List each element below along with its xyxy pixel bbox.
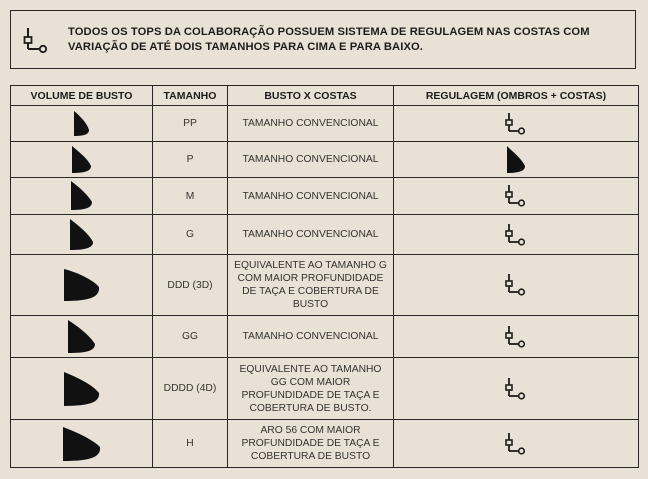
table-row — [11, 215, 639, 255]
desc-line: PROFUNDIDADE DE TAÇA E — [241, 438, 380, 449]
desc-cell — [228, 215, 394, 255]
notice-box — [10, 10, 636, 69]
desc-cell — [228, 142, 394, 178]
adjust-cell — [394, 178, 639, 215]
volume-cell — [11, 316, 153, 358]
adjuster-icon — [503, 324, 529, 350]
desc-line: TAMANHO CONVENCIONAL — [242, 331, 379, 342]
adjuster-icon — [503, 183, 529, 209]
adjust-cell — [394, 255, 639, 316]
desc-line: GG COM MAIOR — [270, 376, 351, 388]
bust-volume-icon — [65, 319, 99, 355]
notice-line-2: VARIAÇÃO DE ATÉ DOIS TAMANHOS PARA CIMA E PARA BAIXO. — [68, 40, 424, 53]
size-cell: P — [153, 142, 228, 178]
size-cell: H — [153, 420, 228, 468]
volume-cell — [11, 142, 153, 178]
desc-cell — [228, 420, 394, 468]
adjuster-icon — [503, 376, 529, 402]
size-cell: DDDD (4D) — [153, 358, 228, 420]
desc-cell — [228, 358, 394, 420]
header-adjustment: REGULAGEM (OMBROS + COSTAS) — [394, 86, 639, 106]
table-row — [11, 106, 639, 142]
desc-line: ARO 56 COM MAIOR — [260, 425, 361, 436]
header-volume: VOLUME DE BUSTO — [11, 86, 153, 106]
notice-line-1: TODOS OS TOPS DA COLABORAÇÃO POSSUEM SISTEMA DE REGULAGEM NAS COSTAS COM — [68, 25, 590, 38]
adjust-cell — [394, 106, 639, 142]
desc-line: DE TAÇA E COBERTURA DE — [242, 286, 379, 297]
notice-text — [68, 25, 590, 55]
desc-line: COBERTURA DE BUSTO. — [249, 402, 372, 414]
bust-volume-icon — [62, 267, 102, 303]
adjust-cell — [394, 215, 639, 255]
desc-line: COM MAIOR PROFUNDIDADE — [237, 273, 384, 284]
size-cell: M — [153, 178, 228, 215]
header-size: TAMANHO — [153, 86, 228, 106]
desc-line: EQUIVALENTE AO TAMANHO G — [234, 260, 387, 271]
adjuster-icon — [503, 272, 529, 298]
adjust-cell — [394, 316, 639, 358]
adjuster-icon — [22, 25, 52, 55]
volume-cell — [11, 178, 153, 215]
size-table — [10, 85, 639, 468]
table-header-row — [11, 86, 639, 106]
size-cell: GG — [153, 316, 228, 358]
desc-cell — [228, 316, 394, 358]
bust-volume-icon — [504, 145, 528, 175]
desc-line: EQUIVALENTE AO TAMANHO — [239, 363, 382, 375]
adjust-cell — [394, 358, 639, 420]
bust-volume-icon — [61, 425, 103, 463]
volume-cell — [11, 255, 153, 316]
volume-cell — [11, 358, 153, 420]
volume-cell — [11, 420, 153, 468]
desc-line: PROFUNDIDADE DE TAÇA E — [241, 389, 380, 401]
adjuster-icon — [503, 111, 529, 137]
desc-cell — [228, 255, 394, 316]
adjuster-icon — [503, 431, 529, 457]
header-bust-back: BUSTO X COSTAS — [228, 86, 394, 106]
table-row — [11, 255, 639, 316]
table-row — [11, 358, 639, 420]
table-row — [11, 178, 639, 215]
desc-line: BUSTO — [292, 299, 329, 310]
bust-volume-icon — [69, 145, 95, 175]
desc-cell — [228, 106, 394, 142]
volume-cell — [11, 215, 153, 255]
adjust-cell — [394, 420, 639, 468]
table-row — [11, 316, 639, 358]
adjust-cell — [394, 142, 639, 178]
bust-volume-icon — [62, 370, 102, 408]
size-cell: PP — [153, 106, 228, 142]
desc-line: TAMANHO CONVENCIONAL — [242, 190, 379, 202]
table-row — [11, 142, 639, 178]
bust-volume-icon — [70, 110, 94, 138]
desc-line: TAMANHO CONVENCIONAL — [242, 118, 379, 129]
desc-line: TAMANHO CONVENCIONAL — [242, 154, 379, 165]
volume-cell — [11, 106, 153, 142]
table-row — [11, 420, 639, 468]
bust-volume-icon — [67, 218, 97, 252]
bust-volume-icon — [68, 180, 96, 212]
desc-cell — [228, 178, 394, 215]
size-cell: DDD (3D) — [153, 255, 228, 316]
desc-line: TAMANHO CONVENCIONAL — [242, 229, 379, 240]
adjuster-icon — [503, 222, 529, 248]
desc-line: COBERTURA DE BUSTO — [250, 451, 371, 462]
size-cell: G — [153, 215, 228, 255]
